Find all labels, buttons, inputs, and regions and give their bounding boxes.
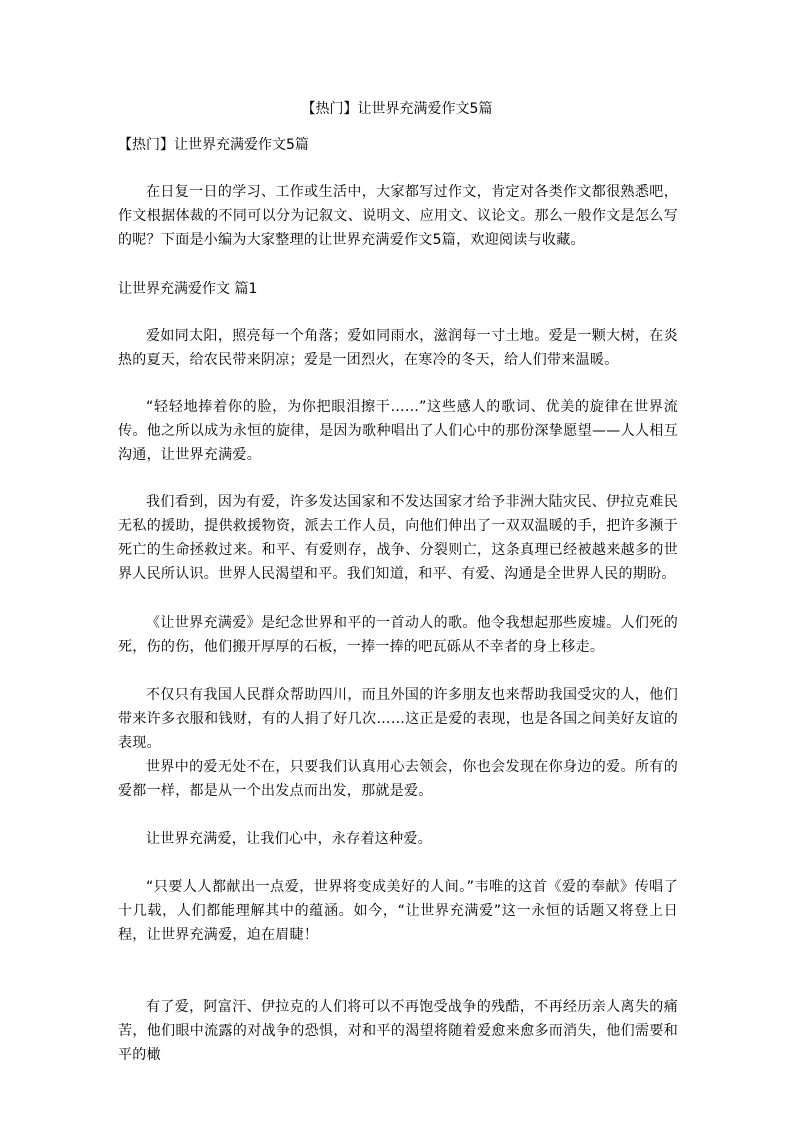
document-title: 【热门】让世界充满爱作文5篇 — [301, 101, 493, 117]
body-paragraph: 世界中的爱无处不在，只要我们认真用心去领会，你也会发现在你身边的爱。所有的爱都一样，都是从一个出发点而出发，那就是爱。 — [118, 759, 678, 799]
body-paragraph: 不仅只有我国人民群众帮助四川，而且外国的许多朋友也来帮助我国受灾的人，他们带来许多衣服和钱财，有的人捐了好几次……这正是爱的表现，也是各国之间美好友谊的表现。 — [118, 687, 678, 751]
body-paragraph: “只要人人都献出一点爱，世界将变成美好的人间。”韦唯的这首《爱的奉献》传唱了十几载，人们都能理解其中的蕴涵。如今，“让世界充满爱”这一永恒的话题又将登上日程，让世界充满爱，迫在眉睫！ — [118, 879, 678, 943]
body-paragraph: 让世界充满爱，让我们心中，永存着这种爱。 — [146, 831, 432, 847]
intro-paragraph: 在日复一日的学习、工作或生活中，大家都写过作文，肯定对各类作文都很熟悉吧，作文根据体裁的不同可以分为记叙文、说明文、应用文、议论文。那么一般作文是怎么写的呢？下面是小编为大家整理的让世界充满爱作文5篇，欢迎阅读与收藏。 — [118, 184, 678, 248]
body-paragraph: 《让世界充满爱》是纪念世界和平的一首动人的歌。他令我想起那些废墟。人们死的死，伤的伤，他们搬开厚厚的石板，一捧一捧的吧瓦砾从不幸者的身上移走。 — [118, 615, 678, 655]
document-subtitle: 【热门】让世界充满爱作文5篇 — [118, 137, 309, 153]
body-paragraph: 我们看到，因为有爱，许多发达国家和不发达国家才给予非洲大陆灾民、伊拉克难民无私的援助，提供救援物资，派去工作人员，向他们伸出了一双双温暖的手，把许多濒于死亡的生命拯救过来。和平、有爱则存，战争、分裂则亡，这条真理已经被越来越多的世界人民所认识。世界人民渴望和平。我们知道，和平、有爱、沟通是全世界人民的期盼。 — [118, 494, 678, 582]
body-paragraph: 爱如同太阳，照亮每一个角落；爱如同雨水，滋润每一寸土地。爱是一颗大树，在炎热的夏天，给农民带来阴凉；爱是一团烈火，在寒冷的冬天，给人们带来温暖。 — [118, 328, 678, 368]
body-paragraph: 有了爱，阿富汗、伊拉克的人们将可以不再饱受战争的残酷，不再经历亲人离失的痛苦，他们眼中流露的对战争的恐惧，对和平的渴望将随着爱愈来愈多而消失，他们需要和平的橄 — [118, 999, 678, 1063]
body-paragraph: “轻轻地捧着你的脸，为你把眼泪擦干……”这些感人的歌词、优美的旋律在世界流传。他之所以成为永恒的旋律，是因为歌种唱出了人们心中的那份深挚愿望——人人相互沟通，让世界充满爱。 — [118, 399, 678, 463]
section-heading: 让世界充满爱作文 篇1 — [118, 281, 258, 297]
